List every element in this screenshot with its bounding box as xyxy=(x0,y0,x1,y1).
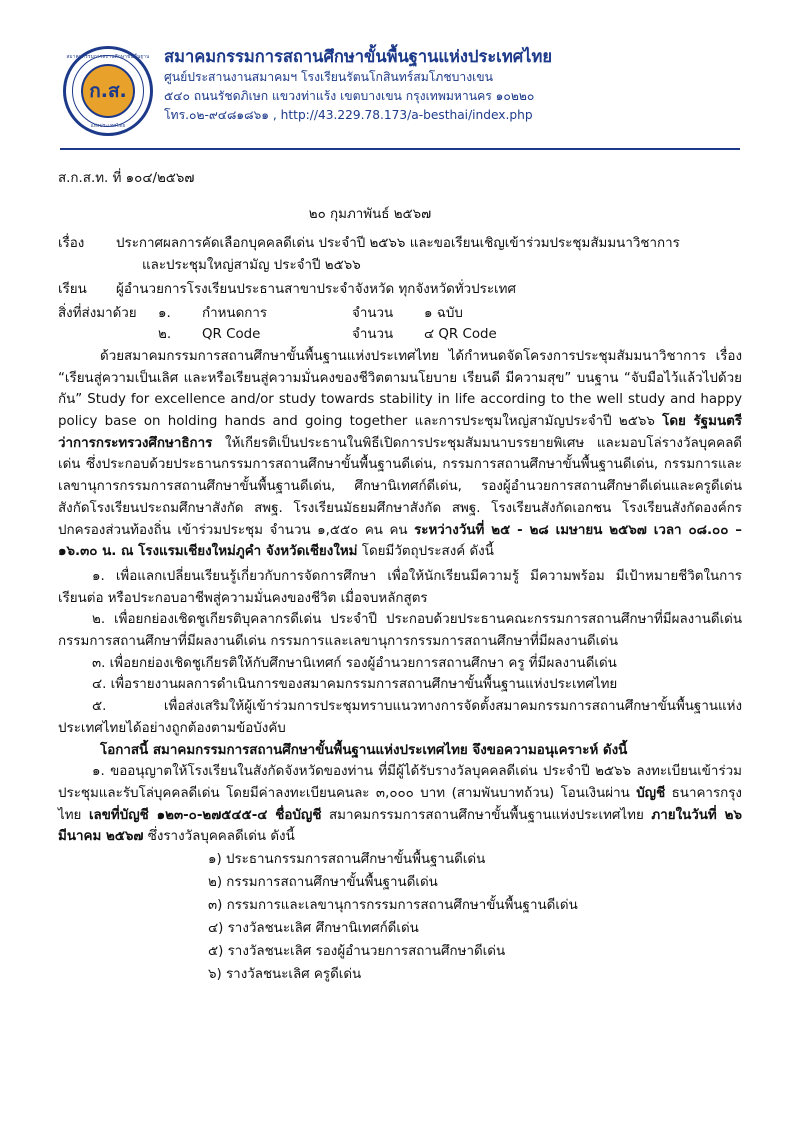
organization-address-line-2: ๕๔๐ ถนนรัชดภิเษก แขวงท่าแร้ง เขตบางเขน กรุงเทพมหานคร ๑๐๒๒๐ xyxy=(164,89,535,104)
account-number-highlight: เลขที่บัญชี ๑๒๓-๐-๒๗๕๔๕-๔ ชื่อบัญชี xyxy=(88,807,322,823)
request-item-1 xyxy=(58,761,742,848)
subject-line-1: ประกาศผลการคัดเลือกบุคคลดีเด่น ประจำปี ๒๕๖๖ และขอเรียนเชิญเข้าร่วมประชุมสัมมนาวิชาการ xyxy=(116,236,680,252)
subject-field xyxy=(58,233,742,276)
request-text-part-2: ธนาคารกรุงไทย xyxy=(58,785,742,823)
objective-item: ๔. เพื่อรายงานผลการดำเนินการของสมาคมกรรมการสถานศึกษาขั้นพื้นฐานแห่งประเทศไทย xyxy=(92,677,618,693)
association-seal-icon xyxy=(63,46,153,136)
enclosure-number: ๑. xyxy=(158,305,171,321)
enclosure-amount: ๔ QR Code xyxy=(424,327,497,343)
seal-container xyxy=(60,44,156,136)
enclosure-row xyxy=(158,324,742,346)
enclosure-row xyxy=(158,303,742,325)
seal-arc-bottom-text: แห่งประเทศไทย xyxy=(90,124,126,129)
document-body xyxy=(58,150,742,986)
seal-arc-top-text: สมาคมกรรมการสถานศึกษาขั้นพื้นฐาน xyxy=(66,55,150,60)
document-number: ส.ก.ส.ท. ที่ ๑๐๔/๒๕๖๗ xyxy=(58,171,195,186)
main-paragraph xyxy=(58,346,742,563)
award-item: ๒) กรรมการสถานศึกษาขั้นพื้นฐานดีเด่น xyxy=(208,875,438,891)
enclosure-quantity-label: จำนวน xyxy=(352,305,394,321)
award-item: ๓) กรรมการและเลขานุการกรรมการสถานศึกษาขั้นพื้นฐานดีเด่น xyxy=(208,898,578,914)
objective-item: ๓. เพื่อยกย่องเชิดชูเกียรติให้กับศึกษานิเทศก์ รองผู้อำนวยการสถานศึกษา ครู ที่มีผลงานดีเด่น xyxy=(92,655,617,671)
enclosure-field xyxy=(58,303,742,346)
main-paragraph-part-1: ด้วยสมาคมกรรมการสถานศึกษาขั้นพื้นฐานแห่งประเทศไทย ได้กำหนดจัดโครงการประชุมสัมมนาวิชาการ เรื่อง “เรียนสู่ความเป็นเลิศ และหรือเรียนสู่ความมั่นคงของชีวิตตามนโยบาย เรียนดี มีความสุข” บนฐาน “จับมือไว้แล้วไปด้วยกัน” Study for excellence and/or study towards stability in life according to the well study and happy policy base on holding hands and going together และการประชุมใหญ่สามัญประจำปี ๒๕๖๖ xyxy=(58,348,742,430)
main-paragraph-part-2: ให้เกียรติเป็นประธานในพิธีเปิดการประชุมสัมมนาบรรยายพิเศษ และมอบโล่รางวัลบุคคลดีเด่น ซึ่งประกอบด้วยประธานกรรมการสถานศึกษาขั้นพื้นฐานดีเด่น, กรรมการสถานศึกษาขั้นพื้นฐานดีเด่น, กรรมการและเลขานุการกรรมการสถานศึกษาขั้นพื้นฐานดีเด่น, ศึกษานิเทศก์ดีเด่น, รองผู้อำนวยการสถานศึกษาดีเด่นและครูดีเด่น สังกัดโรงเรียนประถมศึกษาสังกัด สพฐ. โรงเรียนมัธยมศึกษาสังกัด สพฐ. โรงเรียนสังกัดเอกชน โรงเรียนสังกัดองค์กรปกครองส่วนท้องถิ่น เข้าร่วมประชุม จำนวน ๑,๕๕๐ คน คน xyxy=(58,435,742,538)
enclosure-quantity-label: จำนวน xyxy=(352,327,394,343)
main-paragraph-part-3: โดยมีวัตถุประสงค์ ดังนี้ xyxy=(357,544,494,560)
organization-address-line-1: ศูนย์ประสานงานสมาคมฯ โรงเรียนรัตนโกสินทร์สมโภชบางเขน xyxy=(164,70,493,85)
award-item: ๖) รางวัลชนะเลิศ ครูดีเด่น xyxy=(208,967,362,983)
minister-highlight: โดย รัฐมนตรีว่าการกระทรวงศึกษาธิการ xyxy=(58,414,742,451)
recipient-label: เรียน xyxy=(58,281,87,297)
award-item: ๕) รางวัลชนะเลิศ รองผู้อำนวยการสถานศึกษาดีเด่น xyxy=(208,944,506,960)
seal-monogram: ก.ส. xyxy=(81,64,135,118)
recipient-value: ผู้อำนวยการโรงเรียนประธานสาขาประจำจังหวัด ทุกจังหวัดทั่วประเทศ xyxy=(116,281,516,297)
request-text-part-3: สมาคมกรรมการสถานศึกษาขั้นพื้นฐานแห่งประเทศไทย xyxy=(321,807,652,823)
objective-item: ๑. เพื่อแลกเปลี่ยนเรียนรู้เกี่ยวกับการจัดการศึกษา เพื่อให้นักเรียนมีความรู้ มีความพร้อม มีเป้าหมายชีวิตในการเรียนต่อ หรือประกอบอาชีพสู่ความมั่นคงของชีวิต เมื่อจบหลักสูตร xyxy=(58,568,742,606)
letterhead-text xyxy=(156,44,552,125)
enclosure-name: กำหนดการ xyxy=(202,305,268,321)
enclosure-amount: ๑ ฉบับ xyxy=(424,305,463,321)
enclosure-number: ๒. xyxy=(158,327,172,343)
event-schedule-highlight: ระหว่างวันที่ ๒๕ - ๒๘ เมษายน ๒๕๖๗ เวลา ๐๘.๐๐ – ๑๖.๓๐ น. ณ โรงแรมเชียงใหม่ภูคำ จังหวัดเชียงใหม่ xyxy=(58,522,743,560)
organization-contact-line: โทร.๐๒-๙๔๘๑๘๖๑ , http://43.229.78.173/a-besthai/index.php xyxy=(164,108,533,123)
enclosure-list xyxy=(158,303,742,346)
award-list xyxy=(58,848,742,986)
objective-item: ๒. เพื่อยกย่องเชิดชูเกียรติบุคลากรดีเด่น ประจำปี ประกอบด้วยประธานคณะกรรมการสถานศึกษาที่มีผลงานดีเด่น กรรมการสถานศึกษาที่มีผลงานดีเด่น กรรมการและเลขานุการกรรมการสถานศึกษาที่มีผลงานดีเด่น xyxy=(58,612,742,650)
account-label: บัญชี xyxy=(636,785,666,801)
document-date: ๒๐ กุมภาพันธ์ ๒๕๖๗ xyxy=(308,206,432,222)
letterhead xyxy=(60,44,740,150)
request-heading: โอกาสนี้ สมาคมกรรมการสถานศึกษาขั้นพื้นฐานแห่งประเทศไทย จึงขอความอนุเคราะห์ ดังนี้ xyxy=(100,742,628,758)
enclosure-label: สิ่งที่ส่งมาด้วย xyxy=(58,305,137,321)
organization-name: สมาคมกรรมการสถานศึกษาขั้นพื้นฐานแห่งประเทศไทย xyxy=(164,47,553,66)
subject-line-2: และประชุมใหญ่สามัญ ประจำปี ๒๕๖๖ xyxy=(142,258,361,274)
request-text-part-1: ๑. ขออนุญาตให้โรงเรียนในสังกัดจังหวัดของท่าน ที่มีผู้ได้รับรางวัลบุคคลดีเด่น ประจำปี ๒๕๖๖ ลงทะเบียนเข้าร่วมประชุมและรับโล่บุคคลดีเด่น โดยมีค่าลงทะเบียนคนละ ๓,๐๐๐ บาท (สามพันบาทถ้วน) โอนเงินผ่าน xyxy=(58,764,742,801)
subject-value xyxy=(116,233,742,276)
award-item: ๑) ประธานกรรมการสถานศึกษาขั้นพื้นฐานดีเด่น xyxy=(208,852,486,868)
deadline-highlight: ภายในวันที่ ๒๖ มีนาคม ๒๕๖๗ xyxy=(58,807,743,845)
subject-label: เรื่อง xyxy=(58,236,85,252)
objective-item: ๕. เพื่อส่งเสริมให้ผู้เข้าร่วมการประชุมทราบแนวทางการจัดตั้งสมาคมกรรมการสถานศึกษาขั้นพื้นฐานแห่งประเทศไทยได้อย่างถูกต้องตามข้อบังคับ xyxy=(58,699,742,736)
recipient-field xyxy=(58,279,742,301)
award-item: ๔) รางวัลชนะเลิศ ศึกษานิเทศก์ดีเด่น xyxy=(208,921,419,937)
request-text-part-4: ซึ่งรางวัลบุคคลดีเด่น ดังนี้ xyxy=(143,829,295,845)
enclosure-name: QR Code xyxy=(202,327,261,343)
